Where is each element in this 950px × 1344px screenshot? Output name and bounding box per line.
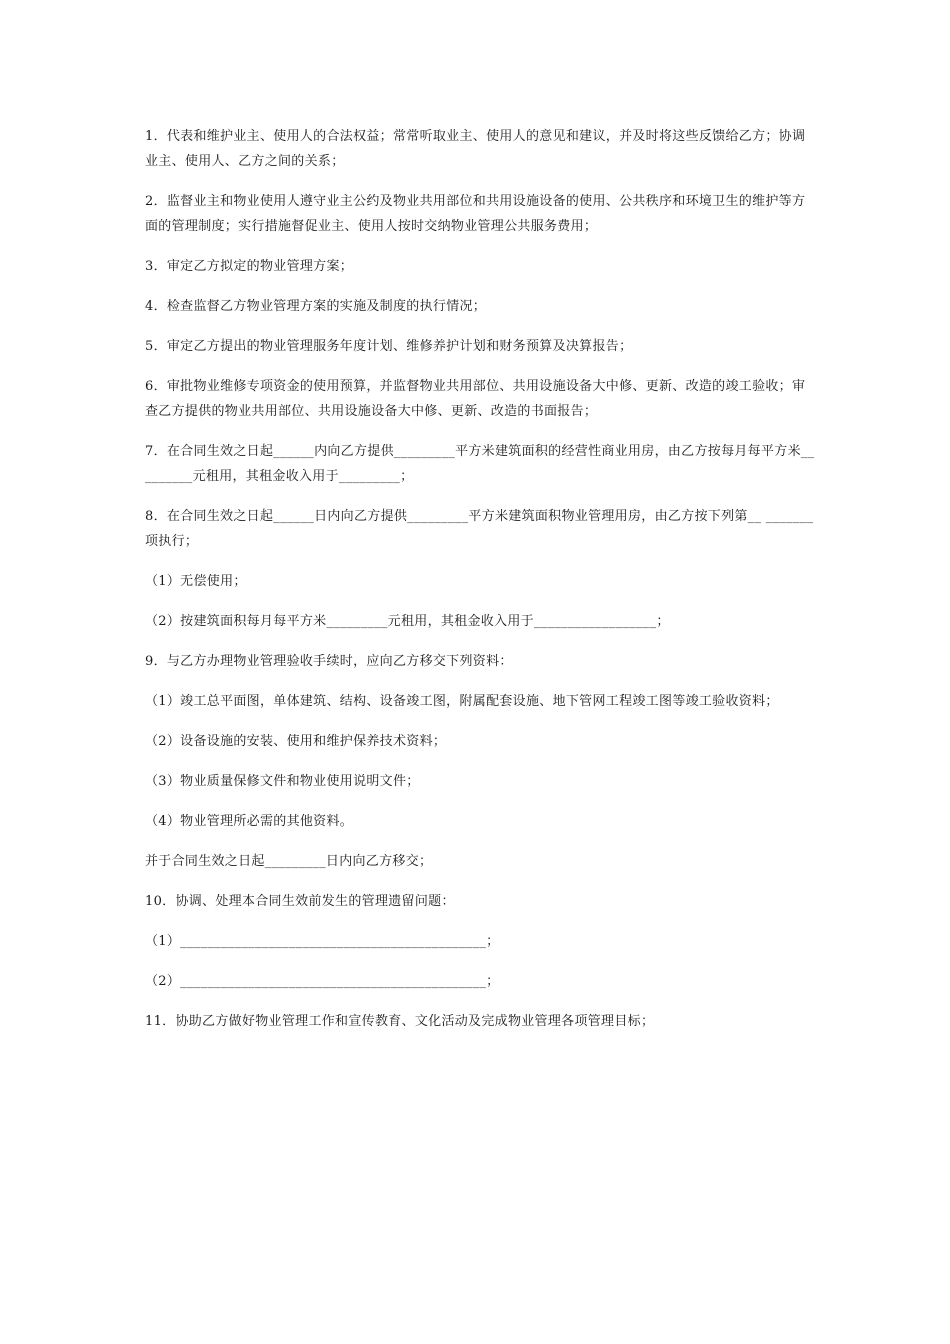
clause-4: 4．检查监督乙方物业管理方案的实施及制度的执行情况； xyxy=(145,299,487,314)
clause-9-item-1: （1）竣工总平面图，单体建筑、结构、设备竣工图，附属配套设施、地下管网工程竣工图等竣工验收资料； xyxy=(145,694,779,709)
clause-10-item-2: （2）_____________________________________________； xyxy=(145,974,500,989)
clause-5: 5．审定乙方提出的物业管理服务年度计划、维修养护计划和财务预算及决算报告； xyxy=(145,339,633,354)
clause-7: 7．在合同生效之日起______内向乙方提供_________平方米建筑面积的经营性商业用房，由乙方按每月每平方米_________元租用，其租金收入用于_________； xyxy=(145,444,815,484)
clause-9-item-2: （2）设备设施的安装、使用和维护保养技术资料； xyxy=(145,734,447,749)
clause-3: 3．审定乙方拟定的物业管理方案； xyxy=(145,259,354,274)
clause-9: 9．与乙方办理物业管理验收手续时，应向乙方移交下列资料： xyxy=(145,654,513,669)
clause-2: 2．监督业主和物业使用人遵守业主公约及物业共用部位和共用设施设备的使用、公共秩序和环境卫生的维护等方面的管理制度；实行措施督促业主、使用人按时交纳物业管理公共服务费用； xyxy=(145,194,806,234)
clause-9-item-4: （4）物业管理所必需的其他资料。 xyxy=(145,814,354,829)
clause-8: 8．在合同生效之日起______日内向乙方提供_________平方米建筑面积物业管理用房，由乙方按下列第__ _______项执行； xyxy=(145,509,814,549)
clause-8-option-1: （1）无偿使用； xyxy=(145,574,247,589)
document-page xyxy=(145,124,815,1049)
clause-1: 1．代表和维护业主、使用人的合法权益；常常听取业主、使用人的意见和建议，并及时将这些反馈给乙方；协调业主、使用人、乙方之间的关系； xyxy=(145,129,806,169)
clause-9-item-3: （3）物业质量保修文件和物业使用说明文件； xyxy=(145,774,420,789)
clause-9-handover: 并于合同生效之日起_________日内向乙方移交； xyxy=(145,854,433,869)
clause-10-item-1: （1）_____________________________________________； xyxy=(145,934,500,949)
clause-6: 6．审批物业维修专项资金的使用预算，并监督物业共用部位、共用设施设备大中修、更新、改造的竣工验收；审查乙方提供的物业共用部位、共用设施设备大中修、更新、改造的书面报告； xyxy=(145,379,806,419)
clause-11: 11．协助乙方做好物业管理工作和宣传教育、文化活动及完成物业管理各项管理目标； xyxy=(145,1014,655,1029)
clause-10: 10．协调、处理本合同生效前发生的管理遗留问题： xyxy=(145,894,455,909)
clause-8-option-2: （2）按建筑面积每月每平方米_________元租用，其租金收入用于__________________； xyxy=(145,614,670,629)
